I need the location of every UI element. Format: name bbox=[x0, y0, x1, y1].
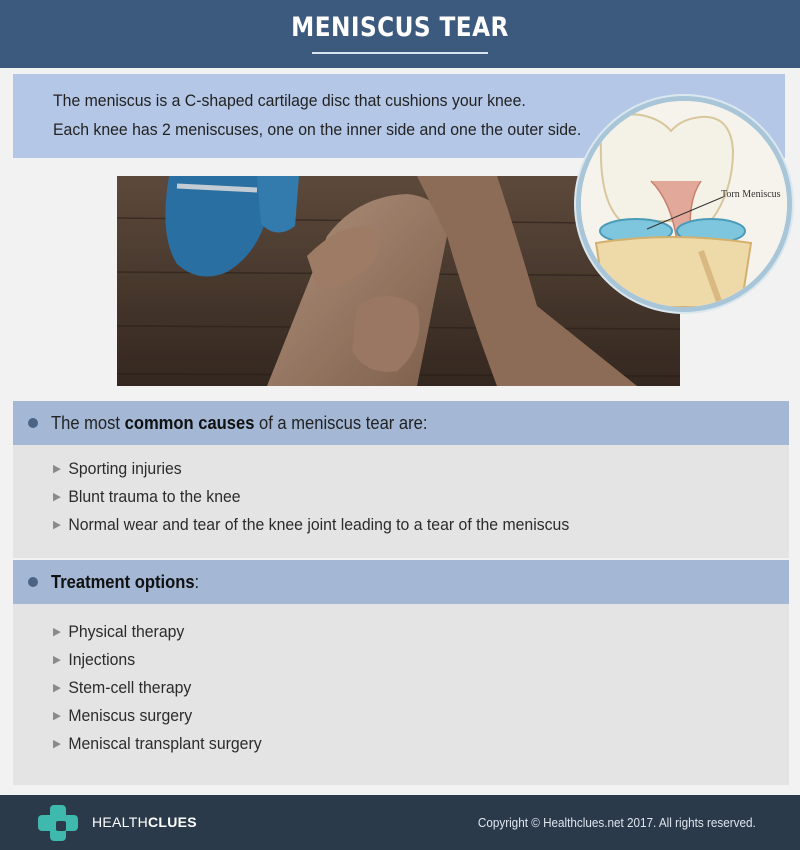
triangle-bullet-icon: ▶ bbox=[53, 491, 61, 503]
causes-heading bbox=[51, 413, 427, 434]
list-item-text: Injections bbox=[68, 650, 136, 669]
treatment-heading-suffix: : bbox=[194, 572, 200, 592]
health-clues-cross-icon bbox=[36, 803, 80, 843]
list-item-text: Physical therapy bbox=[68, 622, 185, 641]
treatment-heading-bold: Treatment options bbox=[51, 572, 195, 592]
list-item bbox=[53, 459, 182, 479]
list-item bbox=[53, 734, 262, 754]
triangle-bullet-icon: ▶ bbox=[53, 626, 61, 638]
triangle-bullet-icon: ▶ bbox=[53, 738, 61, 750]
triangle-bullet-icon: ▶ bbox=[53, 710, 61, 722]
list-item-text: Meniscal transplant surgery bbox=[68, 734, 262, 753]
bullet-dot-icon bbox=[28, 577, 38, 587]
copyright-text: Copyright © Healthclues.net 2017. All rights reserved. bbox=[478, 815, 756, 830]
treatment-heading bbox=[51, 572, 199, 593]
triangle-bullet-icon: ▶ bbox=[53, 682, 61, 694]
list-item bbox=[53, 622, 184, 642]
list-item-text: Blunt trauma to the knee bbox=[68, 487, 241, 506]
brand-name-light: HEALTH bbox=[92, 814, 148, 830]
causes-heading-prefix: The most bbox=[51, 413, 125, 433]
list-item-text: Meniscus surgery bbox=[68, 706, 193, 725]
list-item bbox=[53, 487, 241, 507]
intro-line-2: Each knee has 2 meniscuses, one on the inner side and one the outer side. bbox=[53, 120, 582, 139]
causes-heading-bar bbox=[13, 401, 789, 445]
causes-list bbox=[13, 445, 789, 558]
triangle-bullet-icon: ▶ bbox=[53, 519, 61, 531]
treatment-heading-bar bbox=[13, 560, 789, 604]
title-underline bbox=[312, 52, 488, 54]
causes-heading-bold: common causes bbox=[124, 413, 255, 433]
torn-meniscus-label: Torn Meniscus bbox=[721, 189, 781, 200]
treatment-list bbox=[13, 604, 789, 785]
bullet-dot-icon bbox=[28, 418, 38, 428]
list-item-text: Stem-cell therapy bbox=[68, 678, 192, 697]
header-banner bbox=[0, 0, 800, 68]
causes-heading-suffix: of a meniscus tear are: bbox=[254, 413, 428, 433]
triangle-bullet-icon: ▶ bbox=[53, 654, 61, 666]
footer bbox=[0, 795, 800, 850]
meniscus-illustration bbox=[576, 96, 792, 312]
page-title: MENISCUS TEAR bbox=[291, 12, 509, 43]
list-item-text: Normal wear and tear of the knee joint leading to a tear of the meniscus bbox=[68, 515, 570, 534]
triangle-bullet-icon: ▶ bbox=[53, 463, 61, 475]
brand-name-bold: CLUES bbox=[148, 814, 197, 830]
list-item bbox=[53, 650, 135, 670]
list-item bbox=[53, 678, 191, 698]
list-item bbox=[53, 515, 569, 535]
brand-name bbox=[92, 814, 197, 830]
intro-line-1: The meniscus is a C-shaped cartilage disc that cushions your knee. bbox=[53, 91, 526, 110]
list-item bbox=[53, 706, 192, 726]
knee-anatomy-drawing bbox=[581, 101, 787, 307]
list-item-text: Sporting injuries bbox=[68, 459, 182, 478]
